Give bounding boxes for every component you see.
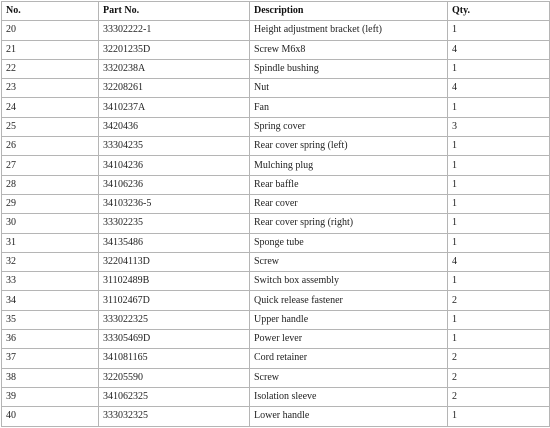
cell-qty: 1 — [448, 233, 550, 252]
cell-description: Screw M6x8 — [250, 40, 448, 59]
cell-description: Mulching plug — [250, 156, 448, 175]
cell-no: 31 — [2, 233, 99, 252]
cell-part-no: 341081165 — [99, 349, 250, 368]
cell-part-no: 34103236-5 — [99, 194, 250, 213]
cell-description: Fan — [250, 98, 448, 117]
cell-part-no: 333032325 — [99, 407, 250, 426]
cell-part-no: 32205590 — [99, 368, 250, 387]
cell-description: Switch box assembly — [250, 272, 448, 291]
cell-qty: 1 — [448, 330, 550, 349]
column-header-no: No. — [2, 2, 99, 21]
cell-no: 35 — [2, 310, 99, 329]
cell-description: Rear cover spring (right) — [250, 214, 448, 233]
cell-description: Cord retainer — [250, 349, 448, 368]
cell-no: 38 — [2, 368, 99, 387]
cell-part-no: 341062325 — [99, 387, 250, 406]
table-row — [2, 117, 550, 136]
header-row — [2, 2, 550, 21]
cell-description: Rear cover — [250, 194, 448, 213]
cell-part-no: 33302222-1 — [99, 21, 250, 40]
cell-part-no: 32208261 — [99, 79, 250, 98]
cell-qty: 1 — [448, 407, 550, 426]
column-header-description: Description — [250, 2, 448, 21]
cell-no: 27 — [2, 156, 99, 175]
cell-part-no: 31102489B — [99, 272, 250, 291]
table-row — [2, 175, 550, 194]
cell-part-no: 333022325 — [99, 310, 250, 329]
column-header-qty: Qty. — [448, 2, 550, 21]
cell-part-no: 34106236 — [99, 175, 250, 194]
cell-qty: 2 — [448, 349, 550, 368]
table-row — [2, 40, 550, 59]
table-row — [2, 407, 550, 426]
cell-part-no: 3420436 — [99, 117, 250, 136]
cell-part-no: 3410237A — [99, 98, 250, 117]
cell-description: Sponge tube — [250, 233, 448, 252]
cell-description: Rear cover spring (left) — [250, 137, 448, 156]
cell-no: 40 — [2, 407, 99, 426]
cell-no: 32 — [2, 252, 99, 271]
cell-part-no: 33302235 — [99, 214, 250, 233]
cell-no: 22 — [2, 59, 99, 78]
cell-qty: 1 — [448, 156, 550, 175]
cell-qty: 1 — [448, 137, 550, 156]
cell-qty: 1 — [448, 194, 550, 213]
parts-table-body — [2, 21, 550, 426]
cell-qty: 2 — [448, 368, 550, 387]
cell-part-no: 31102467D — [99, 291, 250, 310]
cell-part-no: 3320238A — [99, 59, 250, 78]
table-row — [2, 252, 550, 271]
table-row — [2, 21, 550, 40]
cell-part-no: 32201235D — [99, 40, 250, 59]
table-row — [2, 194, 550, 213]
table-row — [2, 98, 550, 117]
cell-qty: 1 — [448, 98, 550, 117]
table-row — [2, 349, 550, 368]
cell-description: Screw — [250, 252, 448, 271]
cell-description: Spindle bushing — [250, 59, 448, 78]
cell-part-no: 34135486 — [99, 233, 250, 252]
cell-qty: 4 — [448, 252, 550, 271]
cell-description: Upper handle — [250, 310, 448, 329]
cell-no: 26 — [2, 137, 99, 156]
cell-no: 28 — [2, 175, 99, 194]
cell-description: Power lever — [250, 330, 448, 349]
table-row — [2, 59, 550, 78]
cell-qty: 1 — [448, 59, 550, 78]
table-row — [2, 79, 550, 98]
cell-no: 20 — [2, 21, 99, 40]
column-header-part-no: Part No. — [99, 2, 250, 21]
cell-qty: 1 — [448, 272, 550, 291]
table-row — [2, 291, 550, 310]
cell-qty: 3 — [448, 117, 550, 136]
cell-no: 39 — [2, 387, 99, 406]
cell-no: 25 — [2, 117, 99, 136]
table-row — [2, 156, 550, 175]
cell-description: Spring cover — [250, 117, 448, 136]
cell-description: Quick release fastener — [250, 291, 448, 310]
table-row — [2, 137, 550, 156]
cell-no: 24 — [2, 98, 99, 117]
cell-qty: 4 — [448, 79, 550, 98]
table-row — [2, 310, 550, 329]
table-row — [2, 233, 550, 252]
cell-no: 34 — [2, 291, 99, 310]
cell-part-no: 32204113D — [99, 252, 250, 271]
cell-no: 36 — [2, 330, 99, 349]
cell-description: Height adjustment bracket (left) — [250, 21, 448, 40]
parts-table — [1, 1, 550, 427]
table-row — [2, 330, 550, 349]
cell-part-no: 33304235 — [99, 137, 250, 156]
cell-qty: 1 — [448, 310, 550, 329]
cell-qty: 1 — [448, 175, 550, 194]
cell-qty: 1 — [448, 214, 550, 233]
cell-description: Screw — [250, 368, 448, 387]
cell-qty: 2 — [448, 387, 550, 406]
table-row — [2, 272, 550, 291]
cell-no: 30 — [2, 214, 99, 233]
cell-no: 21 — [2, 40, 99, 59]
cell-description: Isolation sleeve — [250, 387, 448, 406]
table-row — [2, 368, 550, 387]
cell-description: Lower handle — [250, 407, 448, 426]
table-row — [2, 387, 550, 406]
cell-no: 33 — [2, 272, 99, 291]
cell-no: 29 — [2, 194, 99, 213]
table-row — [2, 214, 550, 233]
cell-qty: 1 — [448, 21, 550, 40]
cell-qty: 2 — [448, 291, 550, 310]
cell-part-no: 34104236 — [99, 156, 250, 175]
cell-no: 37 — [2, 349, 99, 368]
cell-description: Rear baffle — [250, 175, 448, 194]
cell-description: Nut — [250, 79, 448, 98]
cell-no: 23 — [2, 79, 99, 98]
cell-qty: 4 — [448, 40, 550, 59]
cell-part-no: 33305469D — [99, 330, 250, 349]
